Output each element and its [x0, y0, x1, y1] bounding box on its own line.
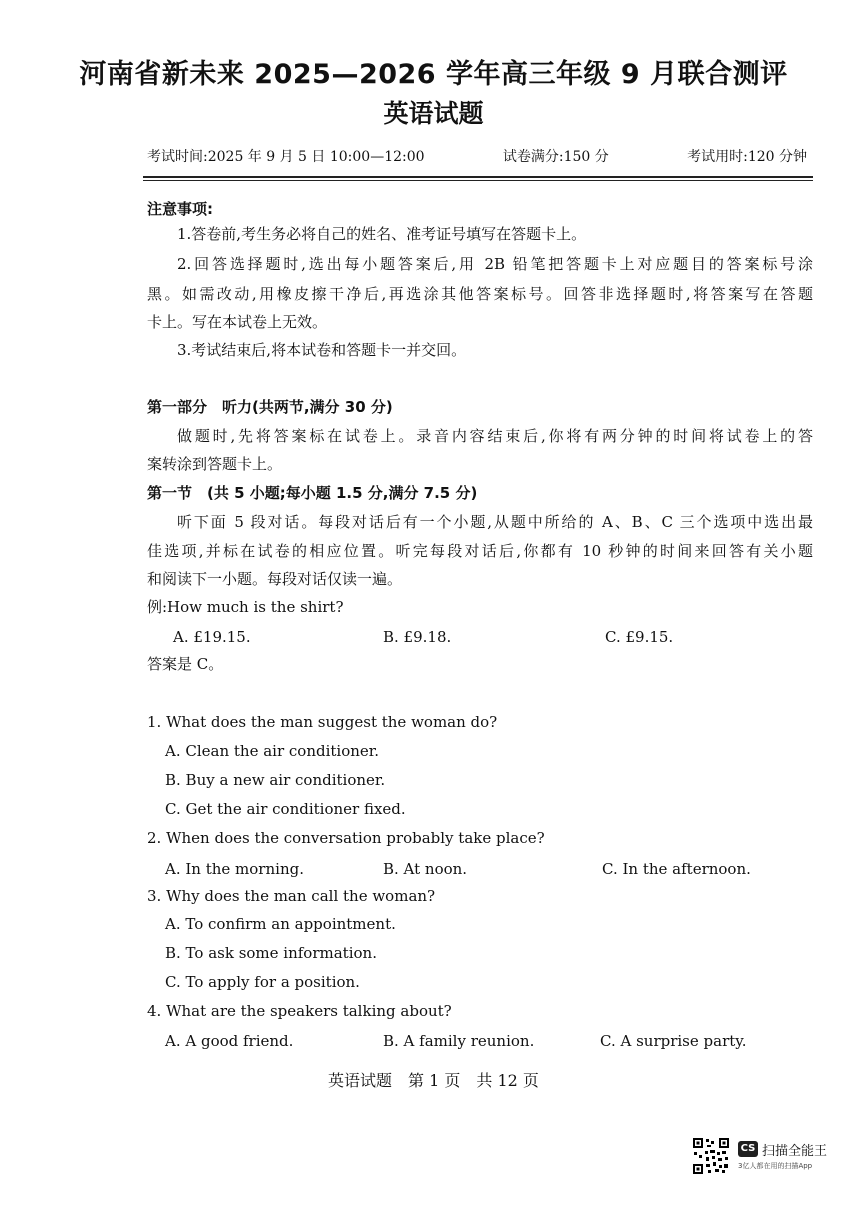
exam-duration: 考试用时:120 分钟	[687, 149, 807, 165]
part1-intro-line-1: 做题时,先将答案标在试卷上。录音内容结束后,你将有两分钟的时间将试卷上的答	[177, 427, 813, 445]
part1-heading: 第一部分 听力(共两节,满分 30 分)	[147, 398, 393, 416]
question-3: 3. Why does the man call the woman?	[147, 887, 436, 905]
header-divider-thin	[143, 180, 813, 181]
question-1-option-a: A. Clean the air conditioner.	[165, 742, 380, 760]
question-1-option-c: C. Get the air conditioner fixed.	[165, 800, 406, 818]
notes-heading: 注意事项:	[147, 200, 213, 218]
question-4-option-c: C. A surprise party.	[600, 1032, 747, 1050]
question-4-option-b: B. A family reunion.	[383, 1032, 535, 1050]
question-2-option-c: C. In the afternoon.	[602, 860, 751, 878]
exam-meta	[147, 146, 807, 166]
question-3-option-c: C. To apply for a position.	[165, 973, 360, 991]
question-2: 2. When does the conversation probably take place?	[147, 829, 545, 847]
question-4-option-a: A. A good friend.	[165, 1032, 294, 1050]
camscanner-tagline: 3亿人都在用的扫描App	[738, 1162, 813, 1170]
notes-item-3: 3.考试结束后,将本试卷和答题卡一并交回。	[177, 341, 467, 359]
question-1: 1. What does the man suggest the woman do?	[147, 713, 498, 731]
camscanner-logo: CS	[738, 1141, 758, 1157]
exam-subtitle: 英语试题	[383, 99, 484, 128]
part1-intro-line-2: 案转涂到答题卡上。	[147, 455, 283, 473]
section1-heading: 第一节 (共 5 小题;每小题 1.5 分,满分 7.5 分)	[147, 484, 478, 502]
qr-code-icon	[692, 1137, 730, 1175]
example-option-a: A. £19.15.	[173, 628, 251, 646]
section1-instructions-line-3: 和阅读下一小题。每段对话仅读一遍。	[147, 570, 403, 588]
question-3-option-b: B. To ask some information.	[165, 944, 377, 962]
question-3-option-a: A. To confirm an appointment.	[165, 915, 396, 933]
scanner-watermark	[692, 1137, 842, 1179]
question-2-option-b: B. At noon.	[383, 860, 468, 878]
exam-title: 河南省新未来 2025—2026 学年高三年级 9 月联合测评	[79, 59, 788, 90]
section1-instructions-line-1: 听下面 5 段对话。每段对话后有一个小题,从题中所给的 A、B、C 三个选项中选出最	[177, 513, 813, 531]
example-option-b: B. £9.18.	[383, 628, 452, 646]
section1-instructions-line-2: 佳选项,并标在试卷的相应位置。听完每段对话后,你都有 10 秒钟的时间来回答有关小题	[147, 542, 813, 560]
notes-item-2-line-3: 卡上。写在本试卷上无效。	[147, 313, 328, 331]
exam-total-score: 试卷满分:150 分	[502, 149, 609, 165]
example-answer: 答案是 C。	[147, 655, 224, 673]
camscanner-name: 扫描全能王	[762, 1144, 828, 1159]
page-footer: 英语试题 第 1 页 共 12 页	[328, 1071, 539, 1090]
question-2-option-a: A. In the morning.	[165, 860, 304, 878]
exam-time: 考试时间:2025 年 9 月 5 日 10:00—12:00	[147, 149, 425, 165]
example-question: 例:How much is the shirt?	[147, 598, 344, 616]
notes-item-1: 1.答卷前,考生务必将自己的姓名、准考证号填写在答题卡上。	[177, 225, 587, 243]
example-option-c: C. £9.15.	[605, 628, 674, 646]
notes-item-2-line-2: 黑。如需改动,用橡皮擦干净后,再选涂其他答案标号。回答非选择题时,将答案写在答题	[147, 285, 813, 303]
question-4: 4. What are the speakers talking about?	[147, 1002, 452, 1020]
question-1-option-b: B. Buy a new air conditioner.	[165, 771, 386, 789]
header-divider	[143, 176, 813, 178]
notes-item-2-line-1: 2.回答选择题时,选出每小题答案后,用 2B 铅笔把答题卡上对应题目的答案标号涂	[177, 255, 813, 273]
